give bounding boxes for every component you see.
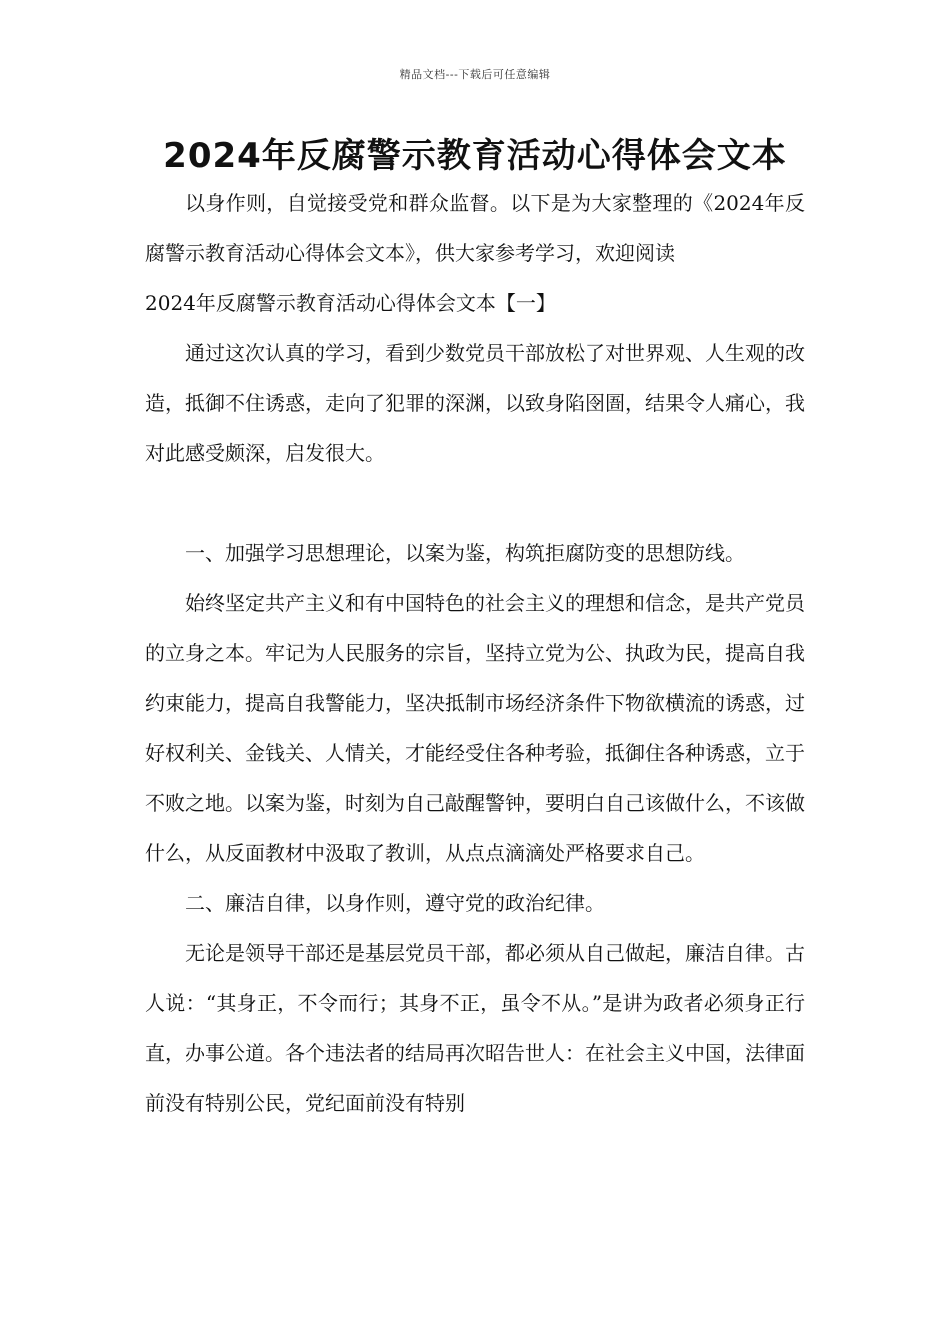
document-title: 2024年反腐警示教育活动心得体会文本 xyxy=(163,136,787,176)
paragraph-spacer xyxy=(145,478,805,528)
body-paragraph: 通过这次认真的学习，看到少数党员干部放松了对世界观、人生观的改造，抵御不住诱惑，走向了犯罪的深渊，以致身陷囹圄，结果令人痛心，我对此感受颇深，启发很大。 xyxy=(145,341,805,465)
section-heading: 2024年反腐警示教育活动心得体会文本【一】 xyxy=(145,291,556,315)
body-paragraph: 无论是领导干部还是基层党员干部，都必须从自己做起，廉洁自律。古人说：“其身正，不令而行；其身不正，虽令不从。”是讲为政者必须身正行直，办事公道。各个违法者的结局再次昭告世人：在社会主义中国，法律面前没有特别公民，党纪面前没有特别 xyxy=(145,941,805,1115)
intro-paragraph: 以身作则，自觉接受党和群众监督。以下是为大家整理的《2024年反腐警示教育活动心得体会文本》，供大家参考学习，欢迎阅读 xyxy=(145,191,805,265)
document-body xyxy=(145,178,805,1128)
subheading-two: 二、廉洁自律，以身作则，遵守党的政治纪律。 xyxy=(185,891,605,915)
header-note: 精品文档---下载后可任意编辑 xyxy=(399,68,551,81)
subheading-one: 一、加强学习思想理论，以案为鉴，构筑拒腐防变的思想防线。 xyxy=(185,541,745,565)
body-paragraph: 始终坚定共产主义和有中国特色的社会主义的理想和信念，是共产党员的立身之本。牢记为人民服务的宗旨，坚持立党为公、执政为民，提高自我约束能力，提高自我警能力，坚决抵制市场经济条件下物欲横流的诱惑，过好权利关、金钱关、人情关，才能经受住各种考验，抵御住各种诱惑，立于不败之地。以案为鉴，时刻为自己敲醒警钟，要明白自己该做什么，不该做什么，从反面教材中汲取了教训，从点点滴滴处严格要求自己。 xyxy=(145,591,805,865)
